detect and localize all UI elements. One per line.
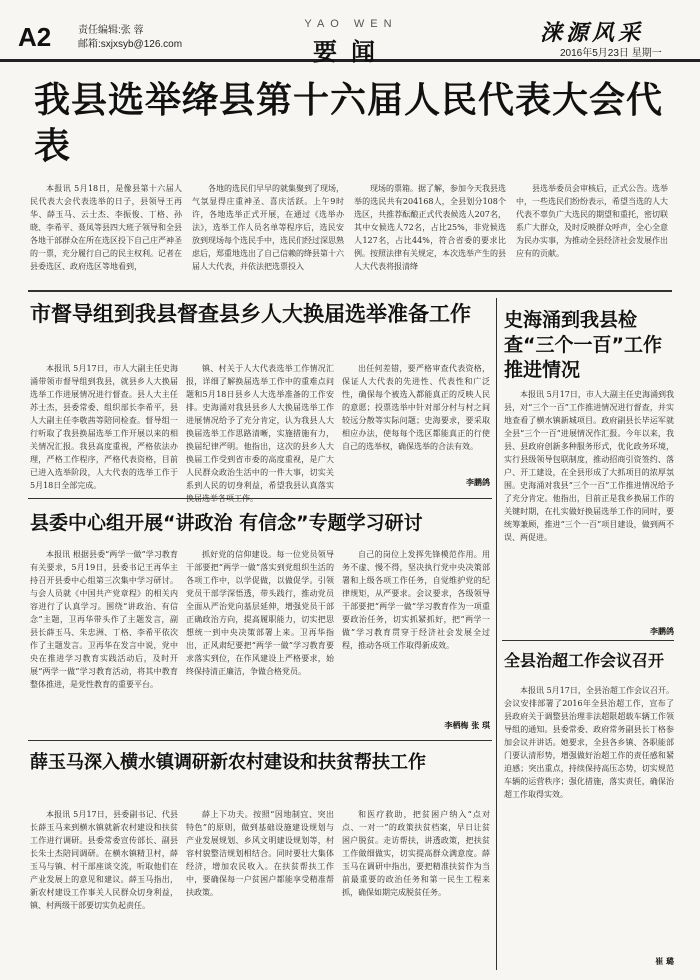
story2-byline: 李鹏鸽: [466, 477, 490, 487]
story4-col-2: 抓好党的信仰建设。每一位党员领导干部要把“两学一做”落实到党组织生活的各项工作中，以学促做，以做促学。引领党员干部学深悟透，带头践行，推动党员全面从严治党向基层延伸，增强党员干部正确政治方向，提高履职能力，切实把思想统一到中央决策部署上来。卫再华指出，正风肃纪要把“两学一做”学习教育要求落实到位，在作风建设上严格要求，始终保持清正廉洁，争做合格党员。: [186, 550, 334, 676]
story3-headline: 史海涌到我县检查“三个一百”工作推进情况: [504, 309, 662, 381]
story4-col-3: 自己的岗位上发挥先锋模范作用。用务不虚、慢不得，坚决执行党中央决策部署和上级各项工作任务，自觉维护党的纪律规矩，从严要求。会议要求，各级领导干部要把“两学一做”学习教育作为一项重要政治任务，切实抓紧抓好，把“两学一做”学习教育贯穿于经济社会发展全过程，推动各项工作取得新成效。: [342, 550, 490, 650]
story4-byline: 李栖梅 张 琪: [444, 720, 490, 730]
paper-name: 涞源风采: [540, 20, 645, 46]
story5-headline: 全县治超工作会议召开: [504, 651, 665, 670]
story2-col-2: 镇、村关于人大代表选举工作情况汇报，详细了解换届选举工作中的重难点问题和5月18日县乡人大选举准备的工作安排。史海涌对我县县乡人大换届选举工作进展情况给予了充分肯定，认为我县人大换届选举工作思路清晰，实施措施有力，换届纪律严明。他指出，这次的县乡人大换届工作受到省市委的高度重视，是广大人民群众政治生活中的一件大事，切实关系到人民的切身利益，希望我县认真落实: [186, 364, 334, 490]
lead-headline: 我县选举绛县第十六届人民代表大会代表: [34, 80, 664, 167]
story5-byline: 崔 璐: [655, 956, 674, 966]
divider: [28, 290, 672, 292]
divider: [28, 498, 492, 499]
story2-col-3: 出任何差错，要严格审查代表资格，保证人大代表的先进性、代表性和广泛性，确保每个被选入都能真正的反映人民的意愿；投票选举中针对部分村与村之间较远分散等实际问题；史海要求，要采取相应办法，使每每个选区都能真正的行使自己的选举权，确保选举的合法有效。: [342, 364, 490, 451]
section-label: [286, 18, 416, 67]
lead-col-3: 现场的票箱。据了解，参加今天我县选举的选民共有204168人，全县划分108个选区，共推荐酝酿正式代表候选人207名，其中女候选人72名，占比25%，非党候选人127名，占比44%，符合省委的要求比例。按照法律有关规定，本次选举产生的县人大代表将报清绛: [354, 184, 506, 271]
editor-info: [78, 24, 182, 52]
story6-col-3: 和医疗救助，把贫困户纳入“点对点、一对一”的政策扶贫档案，早日让贫困户脱贫。走访帮扶，讲透政策，把扶贫工作做细做实，切实提高群众满意度。薛玉马在调研中指出，要把精准扶贫作为当前最重要的政治任务和第一民生工程来抓，确保如期完成脱贫任务。: [342, 810, 490, 897]
story2-headline: 市督导组到我县督查县乡人大换届选举准备工作: [30, 302, 471, 326]
story6-col-2: 薛上下功夫。按照“因地制宜、突出特色”的原则，做到基础设施建设规划与产业发展规划、乡风文明建设规划等，村容村貌整洁规划相结合。同时要壮大集体经济，增加农民收入。在扶贫帮扶工作中，要确保每一户贫困户都能享受精准帮扶政策。: [186, 810, 334, 897]
editor-label: 责任编辑:张 蓉: [78, 25, 144, 36]
section-en: YAO WEN: [304, 18, 398, 30]
divider: [28, 740, 492, 741]
lead-col-2: 各地的选民们早早的就集聚到了现场，气氛显得庄重神圣、喜庆活跃。上午9时许，各地选举正式开展，在通过《选举办法》，选举工作人员名单等程序后，选民安放到现场每个选民手中，选民们经过深思熟虑后，郑重地选出了自己信赖的绛县第十六届人大代表，并依法把选票投入: [192, 184, 344, 271]
section-cn: 要闻: [313, 37, 389, 66]
issue-date: 2016年5月23日 星期一: [560, 48, 662, 59]
story5-col: 本报讯 5月17日，全县治超工作会议召开。会议安排部署了2016年全县治超工作，宣布了县政府关于调整县治理非法超限超载车辆工作领导组的通知。县委常委、政府常务副县长丁格参加会议并讲话。她要求，全县各乡镇、各职能部门要认清形势，增强做好治超工作的责任感和紧迫感；突出重点，持续保持高压态势，切实规范车辆的运营秩序；强化措施，落实责任，确保治超工作取得实效。: [504, 686, 674, 799]
lead-col-4: 县选举委员会审核后，正式公告。选举中，一些选民们纷纷表示，希望当选的人大代表不辜负广大选民的期望和重托，密切联系广大群众，及时反映群众呼声，全心全意为民办实事，为推动全县经济社会发展作出应有的贡献。: [516, 184, 668, 258]
story4-col-1: 本报讯 根据县委“两学一做”学习教育有关要求，5月19日，县委书记王再华主持召开县委中心组第三次集中学习研讨。与会人员就《中国共产党章程》的相关内容进行了认真学习。围绕“讲政治、有信念”主题，卫再华带头作了主题发言，副县长薛玉马、朱忠洲、丁格、李希平依次作了主题发言。卫再华在发言中说，党中央在推进学习教育实践活动后，及时开展“两学一做”学习教育活动，将其中教育整体推进，是党性教育的重要平台。: [30, 550, 178, 689]
masthead: [0, 0, 700, 66]
story2-col-1: 本报讯 5月17日，市人大副主任史海涌带领市督导组到我县，就县乡人大换届选举工作进展情况进行督查。县人大主任苏士杰，县委常委、组织部长李希平，县人大副主任李敬茜等陪同检查。督导组一行听取了我县换届选举工作开展以来的相关情况汇报。我县高度重视，严格依法办理，严格工作程序，严格代表资格，目前已进入选举阶段，人大代表的选举工作于5月18日全部完成。: [30, 364, 178, 490]
story3-byline: 李鹏鸽: [650, 626, 674, 636]
story6-headline: 薛玉马深入横水镇调研新农村建设和扶贫帮扶工作: [30, 752, 426, 773]
page-number: A2: [18, 22, 52, 52]
story6-col-1: 本报讯 5月17日，县委副书记、代县长薛玉马来到横水镇就新农村建设和扶贫工作进行调研。县委常委宣传部长、副县长朱士杰陪同调研。在横水镇精卫村，薛玉马与镇、村干部座谈交流，听取他们在产业发展上的意见和建议。薛玉马指出，新农村建设工作事关人民群众切身利益，镇、村两级干部要切实负起责任。: [30, 810, 178, 910]
story3-col: 本报讯 5月17日，市人大副主任史海涌到我县，对“三个一百”工作推进情况进行督查，并实地查看了横水镇新城项目。政府副县长毕运军就全县“三个一百”进展情况作汇报。今年以来，我县、县政府创新多种服务形式，优化政务环境，实行县级领导包联制度，推动招商引资签约、落户、开工建设，在全县形成了大抓项目的浓厚氛围。史海涌对我县“三个一百”工作推进情况给予了充分肯定。他指出，目前正是我乡换届工作的关键时期，在扎实做好换届选举工作的同时，要统筹兼顾，推进“三个一百”项目建设，做到两不误、两促进。: [504, 390, 674, 542]
column-divider: [496, 298, 497, 970]
email-label: 邮箱:sxjxsyb@126.com: [78, 39, 183, 50]
lead-col-1: 本报讯 5月18日，是像县第十六届人民代表大会代表选举的日子，县领导王再华、薛玉马、云士杰、李振俊、丁格、孙晓、李希平、聂凤等县四大班子领导和全县各地干部群众在所在选区投下自己庄严神圣的一票，充分履行自己的民主权利。记者在县委选区、政府选区等地看到，: [30, 184, 182, 271]
divider: [502, 640, 674, 641]
story4-headline: 县委中心组开展“讲政治 有信念”专题学习研讨: [30, 512, 423, 534]
